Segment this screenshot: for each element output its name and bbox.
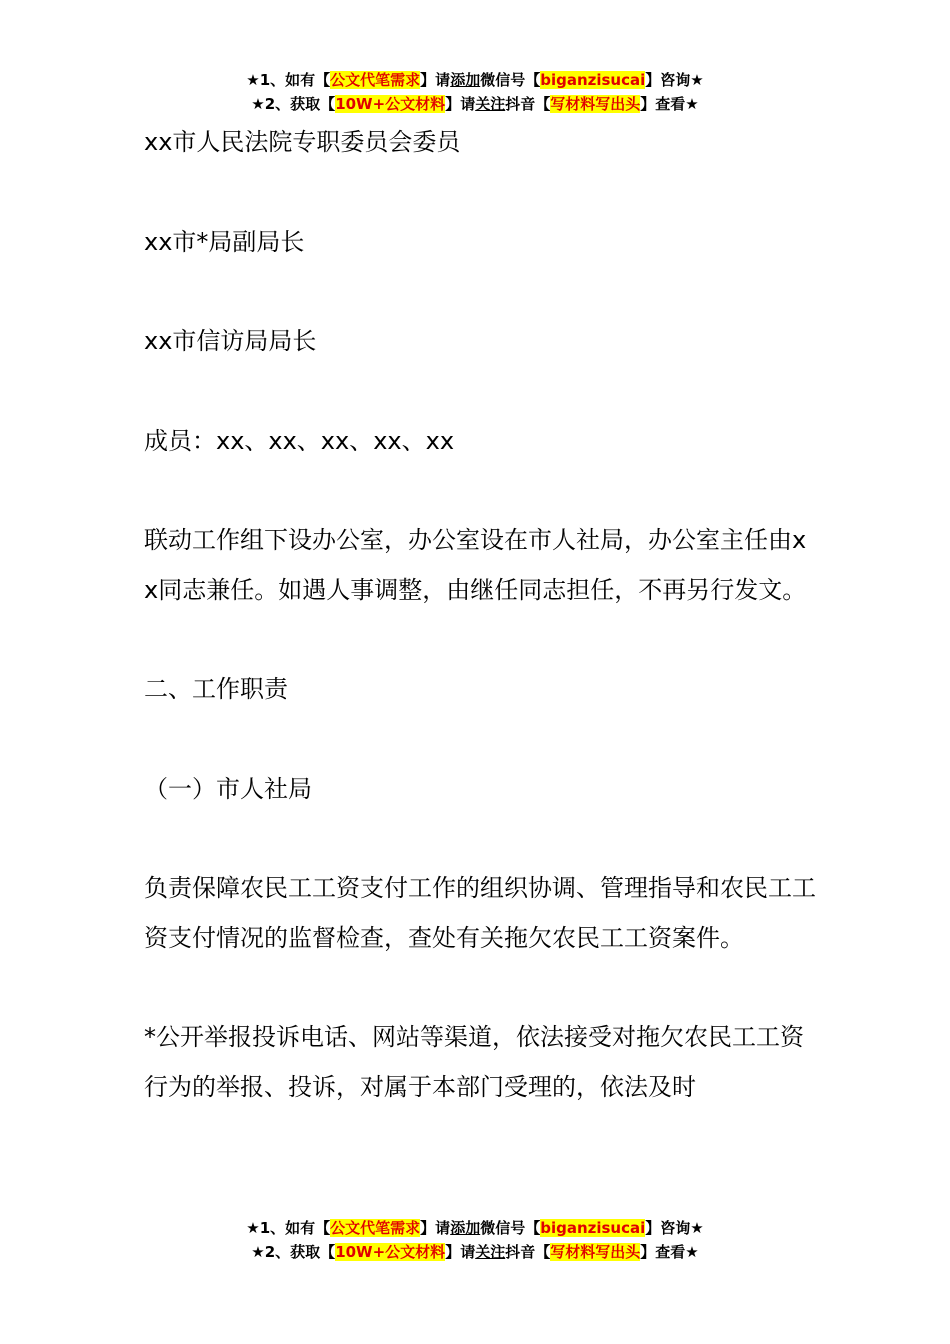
- banner-line-2: [0, 1240, 950, 1264]
- banner-highlight: 公文代笔需求: [330, 71, 421, 89]
- banner-text: ★2、获取【: [251, 95, 336, 113]
- section-heading: 二、工作职责: [144, 675, 288, 703]
- banner-text: 】请: [420, 71, 451, 89]
- footer-banner: [0, 1216, 950, 1264]
- banner-highlight: biganzisucai: [540, 1219, 646, 1237]
- banner-text: 微信号【: [480, 71, 541, 89]
- paragraph: xx市人民法院专职委员会委员: [144, 128, 461, 156]
- banner-text: 】请: [445, 95, 476, 113]
- document-body: [144, 118, 816, 1162]
- paragraph: xx市信访局局长: [144, 327, 317, 355]
- banner-underline: 添加: [450, 1219, 481, 1237]
- banner-underline: 关注: [475, 95, 506, 113]
- paragraph: 成员：xx、xx、xx、xx、xx: [144, 426, 455, 455]
- banner-text: 抖音【: [505, 95, 551, 113]
- banner-text: 】请: [420, 1219, 451, 1237]
- banner-line-1: [0, 1216, 950, 1240]
- banner-highlight: biganzisucai: [540, 71, 646, 89]
- banner-underline: 关注: [475, 1243, 506, 1261]
- banner-text: 】请: [445, 1243, 476, 1261]
- banner-highlight: 写材料写出头: [550, 95, 641, 113]
- paragraph: xx市*局副局长: [144, 227, 305, 256]
- banner-text: 抖音【: [505, 1243, 551, 1261]
- banner-highlight: 10W+公文材料: [335, 95, 446, 113]
- banner-line-1: [0, 68, 950, 92]
- banner-text: ★1、如有【: [246, 71, 331, 89]
- banner-text: 】查看★: [640, 95, 699, 113]
- header-banner: [0, 68, 950, 116]
- banner-text: ★1、如有【: [246, 1219, 331, 1237]
- paragraph: 联动工作组下设办公室，办公室设在市人社局，办公室主任由xx同志兼任。如遇人事调整，由继任同志担任，不再另行发文。: [144, 526, 807, 604]
- banner-text: 】查看★: [640, 1243, 699, 1261]
- banner-highlight: 10W+公文材料: [335, 1243, 446, 1261]
- banner-text: 】咨询★: [645, 71, 704, 89]
- paragraph: 负责保障农民工工资支付工作的组织协调、管理指导和农民工工资支付情况的监督检查，查处有关拖欠农民工工资案件。: [144, 874, 816, 952]
- banner-highlight: 公文代笔需求: [330, 1219, 421, 1237]
- subsection-heading: （一）市人社局: [144, 774, 312, 803]
- paragraph: *公开举报投诉电话、网站等渠道，依法接受对拖欠农民工工资行为的举报、投诉，对属于本部门受理的，依法及时: [144, 1023, 804, 1101]
- banner-line-2: [0, 92, 950, 116]
- banner-text: ★2、获取【: [251, 1243, 336, 1261]
- banner-highlight: 写材料写出头: [550, 1243, 641, 1261]
- banner-underline: 添加: [450, 71, 481, 89]
- banner-text: 微信号【: [480, 1219, 541, 1237]
- banner-text: 】咨询★: [645, 1219, 704, 1237]
